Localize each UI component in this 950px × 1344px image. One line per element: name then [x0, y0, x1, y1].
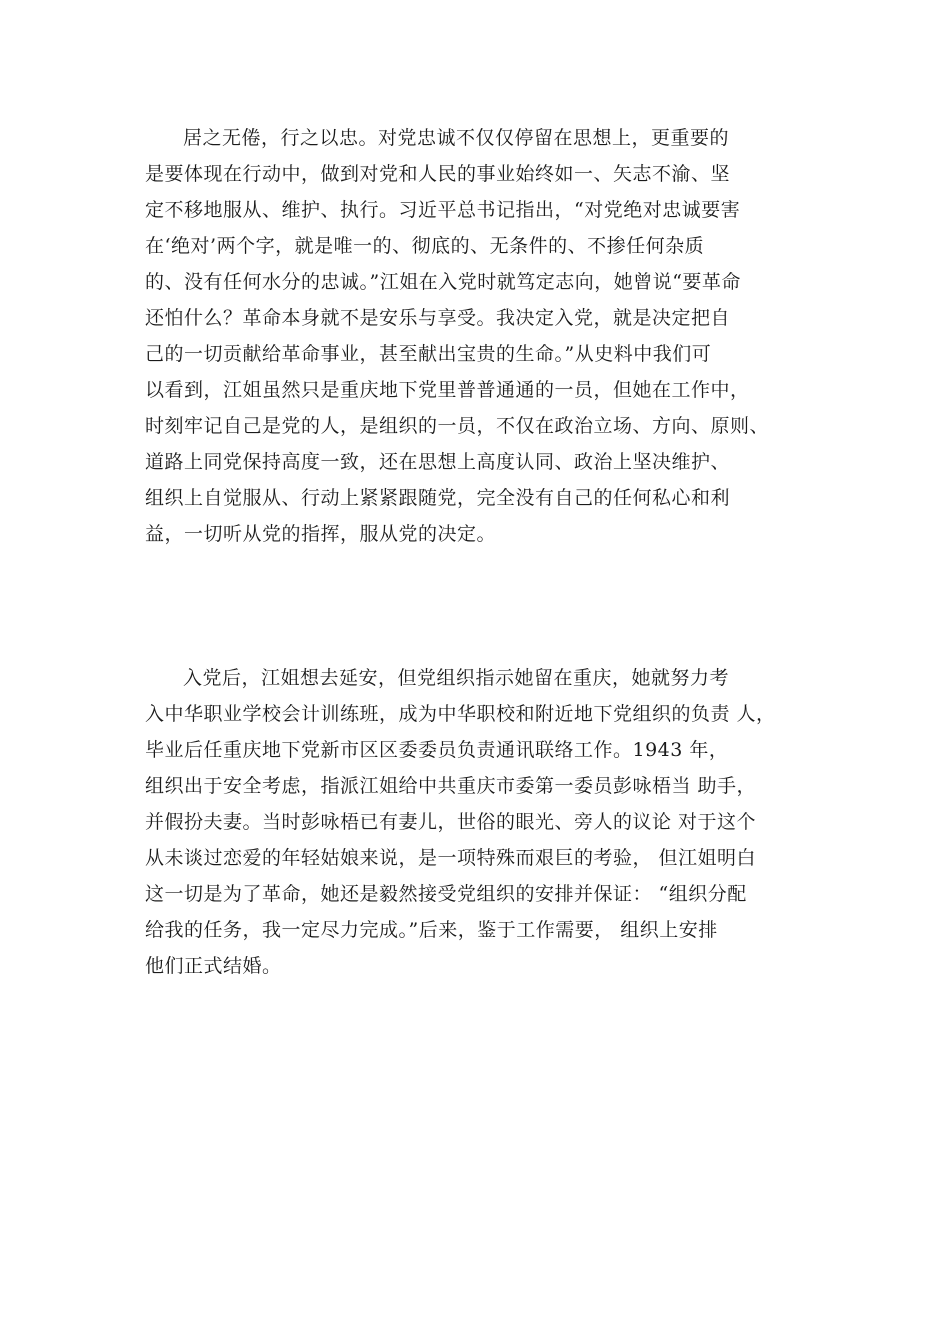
paragraph-line: 入中华职业学校会计训练班，成为中华职校和附近地下党组织的负责 人， — [145, 703, 776, 725]
paragraph-line: 的、没有任何水分的忠诚。”江姐在入党时就笃定志向，她曾说“要革命 — [145, 271, 741, 293]
paragraph-line: 还怕什么？革命本身就不是安乐与享受。我决定入党，就是决定把自 — [145, 307, 731, 329]
paragraph-loyalty — [145, 120, 845, 552]
paragraph-line: 益，一切听从党的指挥，服从党的决定。 — [145, 523, 497, 545]
paragraph-line: 时刻牢记自己是党的人，是组织的一员，不仅在政治立场、方向、原则、 — [145, 415, 770, 437]
paragraph-line: 他们正式结婚。 — [145, 955, 282, 977]
paragraph-line: 这一切是为了革命，她还是毅然接受党组织的安排并保证： “组织分配 — [145, 883, 747, 905]
paragraph-line: 并假扮夫妻。当时彭咏梧已有妻儿，世俗的眼光、旁人的议论 对于这个 — [145, 811, 757, 833]
paragraph-line: 己的一切贡献给革命事业，甚至献出宝贵的生命。”从史料中我们可 — [145, 343, 712, 365]
paragraph-line: 道路上同党保持高度一致，还在思想上高度认同、政治上坚决维护、 — [145, 451, 731, 473]
paragraph-after-joining — [145, 660, 845, 984]
paragraph-line: 入党后，江姐想去延安，但党组织指示她留在重庆，她就努力考 — [183, 667, 730, 689]
paragraph-line: 毕业后任重庆地下党新市区区委委员负责通讯联络工作。1943 年， — [145, 739, 729, 761]
paragraph-line: 从未谈过恋爱的年轻姑娘来说，是一项特殊而艰巨的考验， 但江姐明白 — [145, 847, 757, 869]
paragraph-line: 组织上自觉服从、行动上紧紧跟随党，完全没有自己的任何私心和利 — [145, 487, 731, 509]
paragraph-line: 定不移地服从、维护、执行。习近平总书记指出，“对党绝对忠诚要害 — [145, 199, 741, 221]
paragraph-line: 在‘绝对’两个字，就是唯一的、彻底的、无条件的、不掺任何杂质 — [145, 235, 705, 257]
paragraph-line: 居之无倦，行之以忠。对党忠诚不仅仅停留在思想上，更重要的 — [183, 127, 730, 149]
paragraph-line: 是要体现在行动中，做到对党和人民的事业始终如一、矢志不渝、坚 — [145, 163, 731, 185]
paragraph-line: 给我的任务，我一定尽力完成。”后来，鉴于工作需要， 组织上安排 — [145, 919, 718, 941]
paragraph-line: 以看到，江姐虽然只是重庆地下党里普普通通的一员，但她在工作中， — [145, 379, 750, 401]
paragraph-line: 组织出于安全考虑，指派江姐给中共重庆市委第一委员彭咏梧当 助手， — [145, 775, 757, 797]
